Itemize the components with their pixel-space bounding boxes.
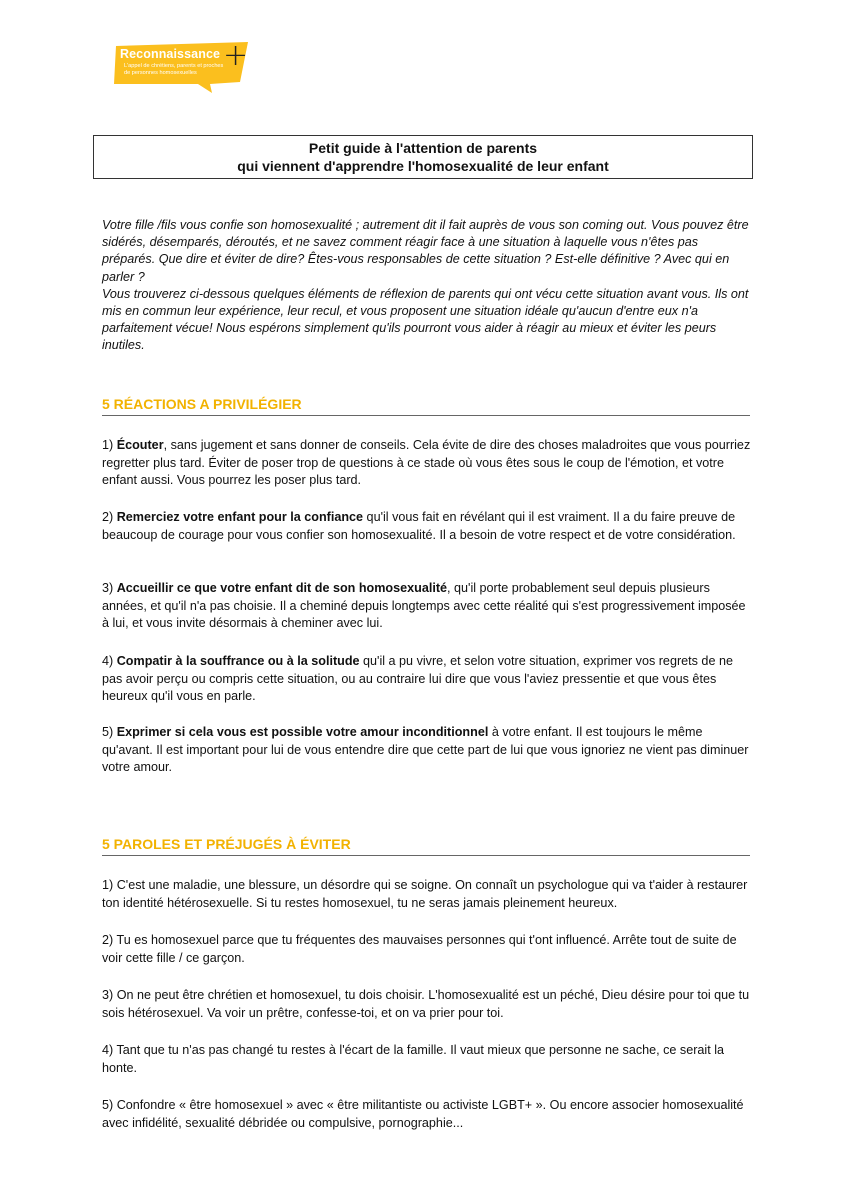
logo (112, 38, 252, 92)
avoid-item-3: 3) On ne peut être chrétien et homosexuel, tu dois choisir. L'homosexualité est un péché, Dieu désire pour toi que tu sois hétérosexuel. Va voir un prêtre, confesse-toi, et on va prier pour toi. (102, 988, 750, 1020)
reaction-item-1 (102, 437, 754, 490)
item-key-phrase: Compatir à la souffrance ou à la solitude (116, 654, 360, 668)
avoid-item-2: 2) Tu es homosexuel parce que tu fréquentes des mauvaises personnes qui t'ont influencé. Arrête tout de suite de voir cette fille / ce garçon. (102, 933, 737, 965)
avoid-item-1: 1) C'est une maladie, une blessure, un désordre qui se soigne. On connaît un psychologue qui va t'aider à restaurer ton identité hétérosexuelle. Si tu restes homosexuel, tu ne seras jamais pleinement heureux. (102, 878, 748, 910)
item-number: 3) (102, 581, 117, 595)
item-number: 4) (102, 654, 117, 668)
plus-icon: + (223, 38, 249, 73)
reaction-item-3 (102, 580, 754, 633)
intro-paragraph-2: Vous trouverez ci-dessous quelques éléments de réflexion de parents qui ont vécu cette situation avant vous. Ils ont mis en commun leur expérience, leur recul, et vous proposent une situation idéale qu'aucun d'entre eux n'a parfaitement vécue! Nous espérons simplement qu'ils pourront vous aider à réagir au mieux et éviter les peurs inutiles. (102, 286, 749, 353)
item-key-phrase: Remerciez votre enfant pour la confiance (116, 510, 364, 524)
section-heading-reactions: 5 RÉACTIONS A PRIVILÉGIER (102, 396, 750, 416)
item-key-phrase: Écouter (116, 438, 164, 452)
item-number: 1) (102, 438, 117, 452)
title-line-1: Petit guide à l'attention de parents (308, 140, 538, 156)
avoid-item-5: 5) Confondre « être homosexuel » avec « être militantiste ou activiste LGBT+ ». Ou encore associer homosexualité avec infidélité, sexualité débridée ou compulsive, pornographie... (102, 1098, 744, 1130)
item-text: , sans jugement et sans donner de conseils. Cela évite de dire des choses maladroites que vous pourriez regretter plus tard. Éviter de poser trop de questions à ce stade où vous êtes sous le coup de l'émotion, et votre enfant aussi. Vous pourrez les poser plus tard. (102, 438, 751, 487)
intro-paragraph-1: Votre fille /fils vous confie son homosexualité ; autrement dit il fait auprès de vous son coming out. Vous pouvez être sidérés, désemparés, déroutés, et ne savez comment réagir face à une situation à laquelle vous n'êtes pas préparés. Que dire et éviter de dire? Êtes-vous responsables de cette situation ? Est-elle définitive ? Avec qui en parler ? (102, 218, 749, 284)
item-number: 5) (102, 725, 117, 739)
avoid-item-4: 4) Tant que tu n'as pas changé tu restes à l'écart de la famille. Il vaut mieux que personne ne sache, ce serait la honte. (102, 1043, 725, 1075)
item-key-phrase: Exprimer si cela vous est possible votre amour inconditionnel (116, 725, 489, 739)
item-text: qu'il vous fait en révélant qui il est vraiment. Il a du faire preuve de beaucoup de courage pour vous confier son homosexualité. Il a besoin de votre respect et de votre considération. (102, 510, 736, 542)
item-number: 2) (102, 510, 117, 524)
item-text: , qu'il porte probablement seul depuis plusieurs années, et qu'il n'a pas choisie. Il a cheminé depuis longtemps avec cette réalité qui s'est progressivement imposée à lui, et vous invite désormais à cheminer avec lui. (102, 581, 746, 630)
introduction (102, 217, 752, 355)
item-text: à votre enfant. Il est toujours le même qu'avant. Il est important pour lui de vous entendre dire que cette part de lui que vous ignoriez ne vient pas diminuer votre amour. (102, 725, 749, 774)
item-key-phrase: Accueillir ce que votre enfant dit de son homosexualité (116, 581, 448, 595)
section-heading-avoid: 5 PAROLES ET PRÉJUGÉS À ÉVITER (102, 836, 750, 856)
logo-tagline-1: L'appel de chrétiens, parents et proches (124, 63, 224, 69)
reaction-item-5 (102, 724, 754, 777)
document-title (93, 135, 753, 179)
title-line-2: qui viennent d'apprendre l'homosexualité de leur enfant (237, 158, 609, 174)
logo-tagline-2: de personnes homosexuelles (124, 69, 197, 76)
logo-name: Reconnaissance (120, 47, 221, 61)
reaction-item-4 (102, 653, 754, 706)
item-text: qu'il a pu vivre, et selon votre situation, exprimer vos regrets de ne pas avoir perçu ou compris cette situation, ou au contraire lui dire que vous l'aviez pressentie et que vous êtes heureux qu'il vous en parle. (102, 654, 733, 703)
reaction-item-2 (102, 509, 754, 544)
